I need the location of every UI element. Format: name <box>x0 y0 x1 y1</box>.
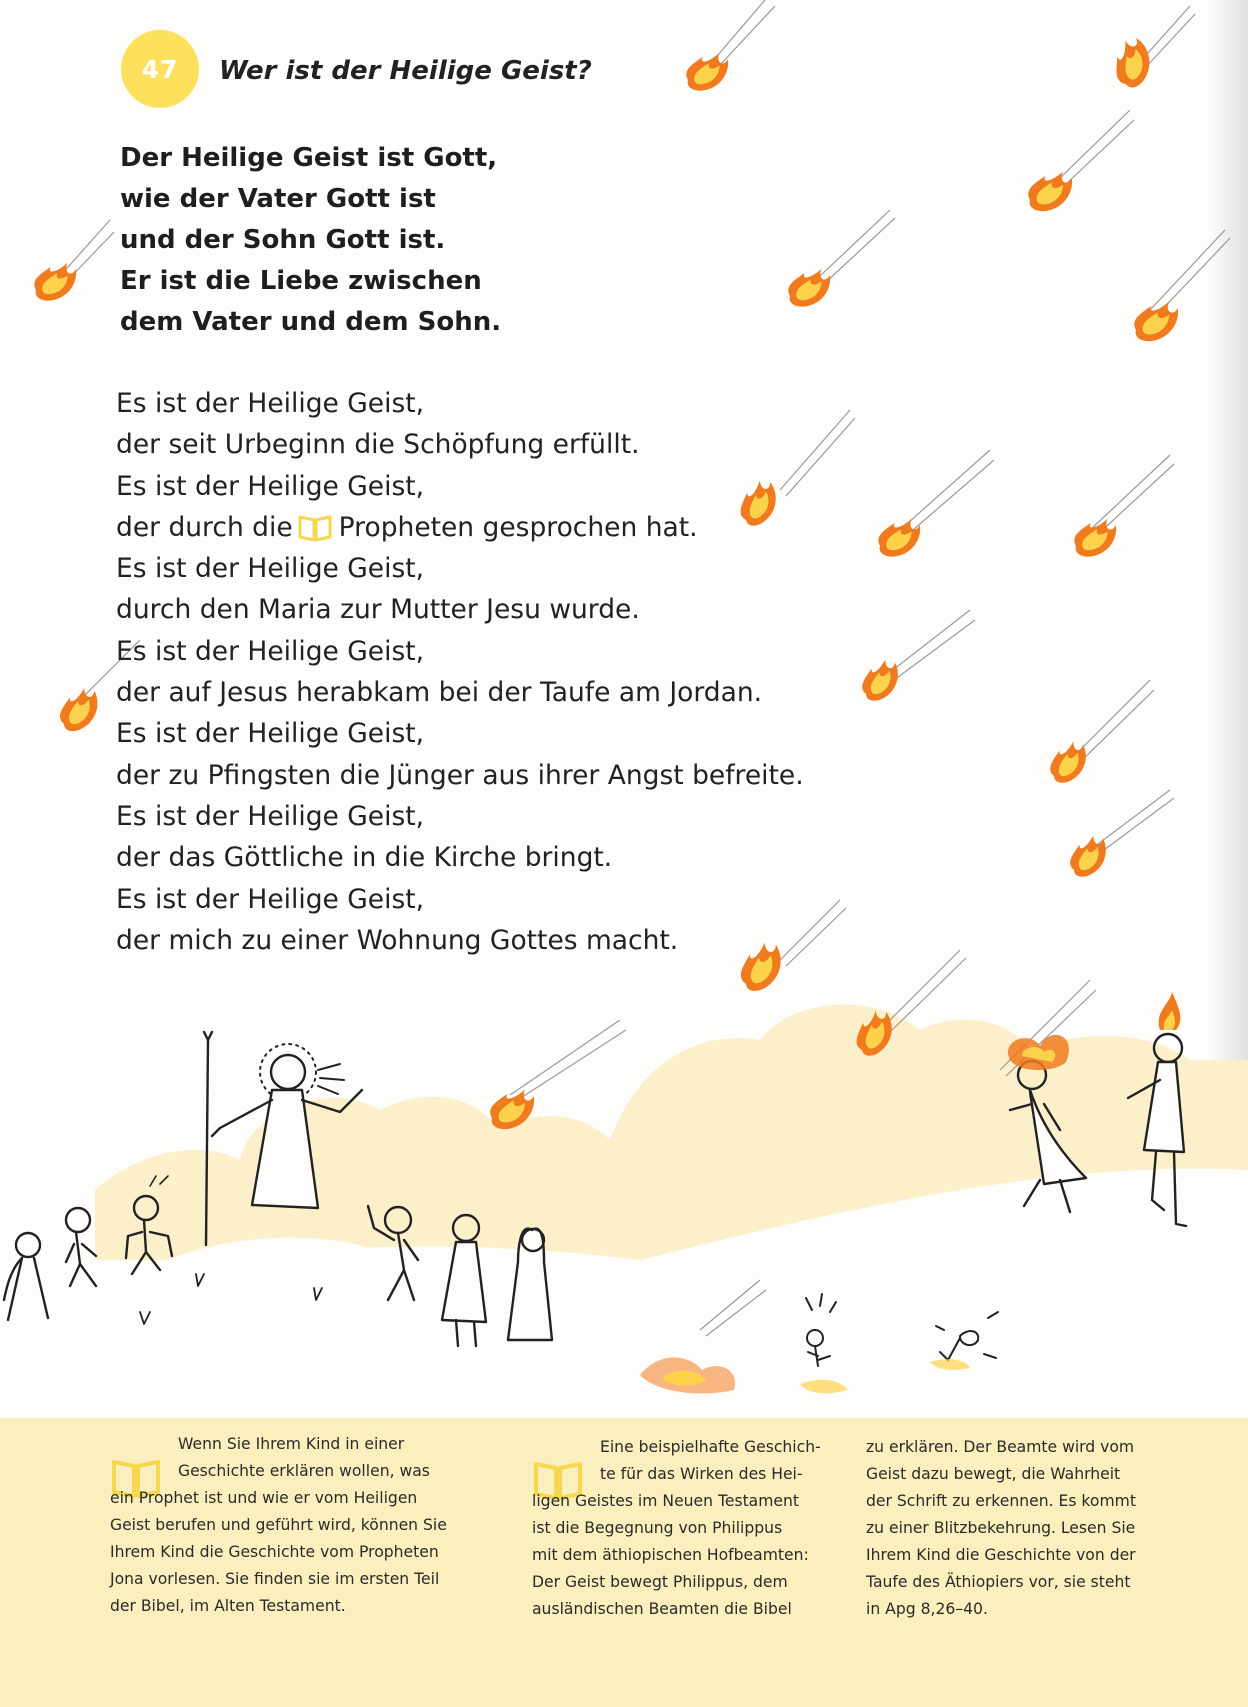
note-line: Geist berufen und geführt wird, können Sie <box>110 1516 447 1534</box>
note-line: ausländischen Beamten die Bibel <box>532 1600 792 1618</box>
question-title: Wer ist der Heilige Geist? <box>219 56 592 86</box>
note-line: zu erklären. Der Beamte wird vom <box>866 1438 1135 1456</box>
verse-line: Es ist der Heilige Geist, <box>116 553 425 585</box>
footer-notes-band <box>0 1418 1248 1707</box>
hill-background <box>0 1005 1248 1418</box>
note-line: Geist dazu bewegt, die Wahrheit <box>866 1465 1121 1483</box>
note-line: der Bibel, im Alten Testament. <box>110 1597 346 1615</box>
note-line: in Apg 8,26–40. <box>866 1600 988 1618</box>
verse-line: Es ist der Heilige Geist, <box>116 883 425 915</box>
note-line: Ihrem Kind die Geschichte vom Propheten <box>110 1543 439 1561</box>
note-philippus-continued <box>866 1434 1136 1623</box>
note-line: Der Geist bewegt Philippus, dem <box>532 1573 788 1591</box>
verse-paragraph <box>116 383 804 961</box>
lead-line: Der Heilige Geist ist Gott, <box>120 143 498 173</box>
note-philippus <box>532 1434 821 1623</box>
note-line: mit dem äthiopischen Hofbeamten: <box>532 1546 809 1564</box>
note-line: der Schrift zu erkennen. Es kommt <box>866 1492 1136 1510</box>
question-number-badge: 47 <box>121 30 199 108</box>
lead-paragraph <box>120 138 501 343</box>
book-icon <box>297 512 333 542</box>
note-line: zu einer Blitzbekehrung. Lesen Sie <box>866 1519 1136 1537</box>
note-line: Wenn Sie Ihrem Kind in einer <box>178 1435 405 1453</box>
lead-line: Er ist die Liebe zwischen <box>120 266 482 296</box>
note-line: Ihrem Kind die Geschichte von der <box>866 1546 1136 1564</box>
note-line: Jona vorlesen. Sie finden sie im ersten Teil <box>110 1570 440 1588</box>
lead-line: wie der Vater Gott ist <box>120 184 436 214</box>
lead-line: und der Sohn Gott ist. <box>120 225 446 255</box>
verse-line: Es ist der Heilige Geist, <box>116 800 425 832</box>
lead-line: dem Vater und dem Sohn. <box>120 307 502 337</box>
head-flames <box>1008 992 1180 1070</box>
note-line: Eine beispielhafte Geschich- <box>600 1438 821 1456</box>
note-line: ist die Begegnung von Philippus <box>532 1519 783 1537</box>
fire-figures <box>1010 1034 1186 1226</box>
verse-line: Es ist der Heilige Geist, <box>116 718 425 750</box>
crowd-scene <box>0 1032 552 1346</box>
verse-line-with-icon <box>116 507 804 548</box>
note-line: Geschichte erklären wollen, was <box>178 1462 430 1480</box>
verse-line: Es ist der Heilige Geist, <box>116 635 425 667</box>
verse-line: durch den Maria zur Mutter Jesu wurde. <box>116 594 640 626</box>
ground-bursts <box>640 1294 998 1393</box>
page-edge-shadow <box>1208 0 1248 1420</box>
verse-line: Es ist der Heilige Geist, <box>116 470 425 502</box>
verse-line: Es ist der Heilige Geist, <box>116 388 425 419</box>
verse-line: der auf Jesus herabkam bei der Taufe am Jordan. <box>116 677 763 709</box>
verse-line: der seit Urbeginn die Schöpfung erfüllt. <box>116 429 640 461</box>
verse-line: der mich zu einer Wohnung Gottes macht. <box>116 924 679 956</box>
verse-line: der zu Pfingsten die Jünger aus ihrer Angst befreite. <box>116 759 804 791</box>
verse-line: der das Göttliche in die Kirche bringt. <box>116 842 613 874</box>
verse-line-part: Propheten gesprochen hat. <box>338 511 698 543</box>
note-line: Taufe des Äthiopiers vor, sie steht <box>866 1573 1131 1591</box>
verse-line-part: der durch die <box>116 511 293 543</box>
note-line: ein Prophet ist und wie er vom Heiligen <box>110 1489 418 1507</box>
note-line: ligen Geistes im Neuen Testament <box>532 1492 800 1510</box>
note-prophet <box>110 1431 447 1620</box>
note-line: te für das Wirken des Hei- <box>600 1465 803 1483</box>
